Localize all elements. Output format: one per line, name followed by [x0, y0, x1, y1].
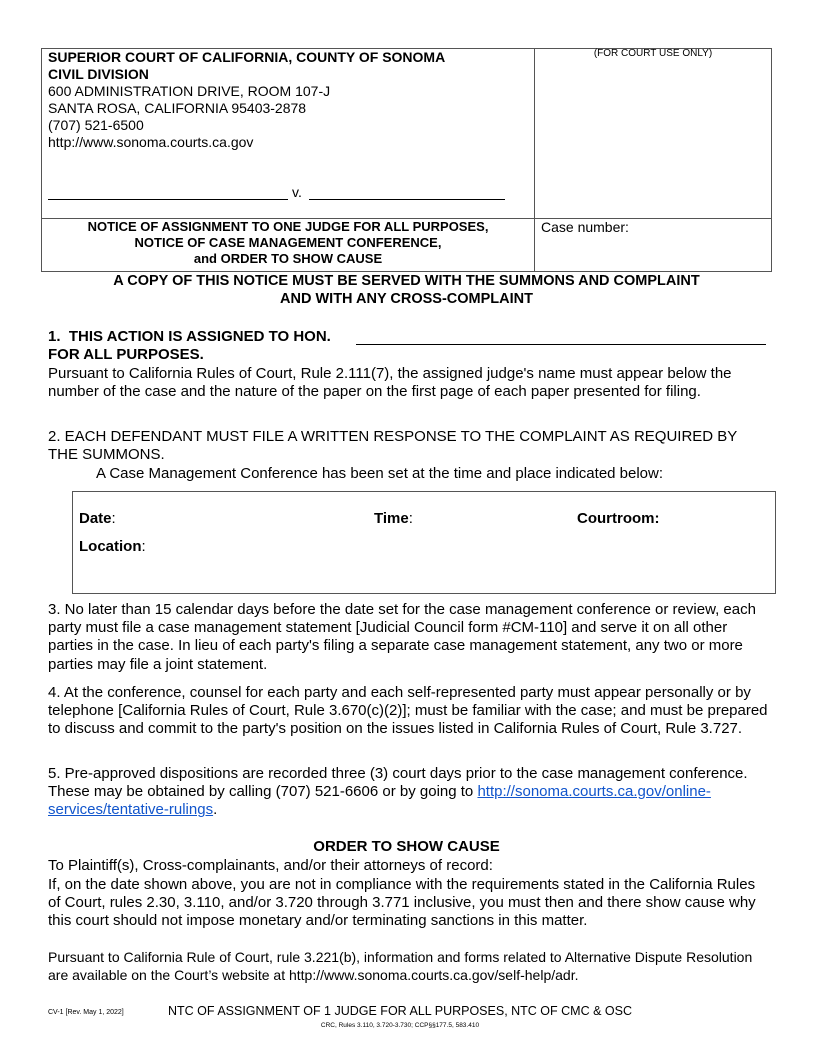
footer-title: NTC OF ASSIGNMENT OF 1 JUDGE FOR ALL PURPOSES, NTC OF CMC & OSC [168, 1004, 632, 1018]
section-2-text: 2. EACH DEFENDANT MUST FILE A WRITTEN RESPONSE TO THE COMPLAINT AS REQUIRED BY THE SUMMONS. [48, 428, 738, 464]
service-notice [41, 272, 772, 308]
cmc-date-label: Date: [79, 510, 116, 527]
notice-title [42, 219, 534, 267]
tentative-rulings-link[interactable]: http://sonoma.courts.ca.gov/online-services/tentative-rulings [48, 783, 711, 819]
cmc-set-text: A Case Management Conference has been set at the time and place indicated below: [96, 465, 664, 482]
cmc-details-box [72, 491, 776, 594]
court-phone: (707) 521-6500 [48, 117, 144, 133]
court-info [48, 49, 445, 151]
osc-addressee: To Plaintiff(s), Cross-complainants, and/or their attorneys of record: [48, 857, 493, 874]
service-notice-line1: A COPY OF THIS NOTICE MUST BE SERVED WITH THE SUMMONS AND COMPLAINT [113, 273, 700, 289]
adr-notice: Pursuant to California Rule of Court, rule 3.221(b), information and forms related to Alternative Dispute Resolution are available on the Court’s website at http://www.sonoma.courts.ca.gov/self-help/adr. [48, 949, 753, 983]
section-4: 4. At the conference, counsel for each party and each self-represented party must appear personally or by telephone [California Rules of Court, Rule 3.670(c)(2)]; must be familiar with the case; and must be prepared to discuss and commit to the party's position on the issues listed in California Rules of Court, Rule 3.727. [48, 684, 768, 738]
form-id: CV-1 [Rev. May 1, 2022] [48, 1009, 124, 1016]
case-number-label: Case number: [541, 219, 629, 235]
court-division: CIVIL DIVISION [48, 66, 149, 82]
cmc-courtroom-label: Courtroom: [577, 510, 660, 527]
section-3: 3. No later than 15 calendar days before the date set for the case management conference or review, each party must file a case management statement [Judicial Council form #CM-110] and serve it on all other parties in the case. In lieu of each party's filing a separate case management statement, any two or more parties may file a joint statement. [48, 601, 756, 673]
court-address-line1: 600 ADMINISTRATION DRIVE, ROOM 107-J [48, 83, 331, 99]
notice-title-line1: NOTICE OF ASSIGNMENT TO ONE JUDGE FOR ALL PURPOSES, [87, 219, 489, 234]
court-website: http://www.sonoma.courts.ca.gov [48, 134, 254, 150]
section-1-body: Pursuant to California Rules of Court, Rule 2.111(7), the assigned judge's name must appear below the number of the case and the nature of the paper on the first page of each paper presented for filing. [48, 365, 732, 401]
cmc-time-label: Time: [374, 510, 413, 527]
versus-label: v. [292, 184, 302, 200]
section-1-assigned: THIS ACTION IS ASSIGNED TO HON. [68, 328, 331, 345]
caption-divider-vertical [534, 48, 535, 272]
notice-title-line2: NOTICE OF CASE MANAGEMENT CONFERENCE, [134, 235, 442, 250]
court-name: SUPERIOR COURT OF CALIFORNIA, COUNTY OF SONOMA [48, 49, 446, 65]
judge-name-line[interactable] [356, 344, 766, 345]
court-address-line2: SANTA ROSA, CALIFORNIA 95403-2878 [48, 100, 307, 116]
section-5-text: 5. Pre-approved dispositions are recorded three (3) court days prior to the case management conference. These may be obtained by calling (707) 521-6606 or by going to [48, 765, 748, 801]
plaintiff-name-line[interactable] [48, 199, 288, 200]
service-notice-line2: AND WITH ANY CROSS-COMPLAINT [280, 291, 533, 307]
osc-title: ORDER TO SHOW CAUSE [313, 838, 500, 855]
defendant-name-line[interactable] [309, 199, 505, 200]
cmc-location-label: Location: [79, 538, 146, 555]
section-5 [48, 765, 770, 820]
osc-body: If, on the date shown above, you are not in compliance with the requirements stated in the California Rules of Court, rules 2.30, 3.110, and/or 3.720 through 3.771 inclusive, you must then and there show cause why this court should not impose monetary and/or terminating sanctions in this matter. [48, 876, 756, 930]
footer-citations: CRC, Rules 3.110, 3.720-3.730; CCP§§177.5, 583.410 [320, 1022, 480, 1029]
notice-title-line3: and ORDER TO SHOW CAUSE [193, 251, 383, 266]
section-1-number: 1. [48, 328, 61, 345]
section-1-purposes: FOR ALL PURPOSES. [48, 346, 204, 363]
court-use-only-label: (FOR COURT USE ONLY) [593, 48, 713, 59]
section-5-period: . [213, 801, 218, 819]
